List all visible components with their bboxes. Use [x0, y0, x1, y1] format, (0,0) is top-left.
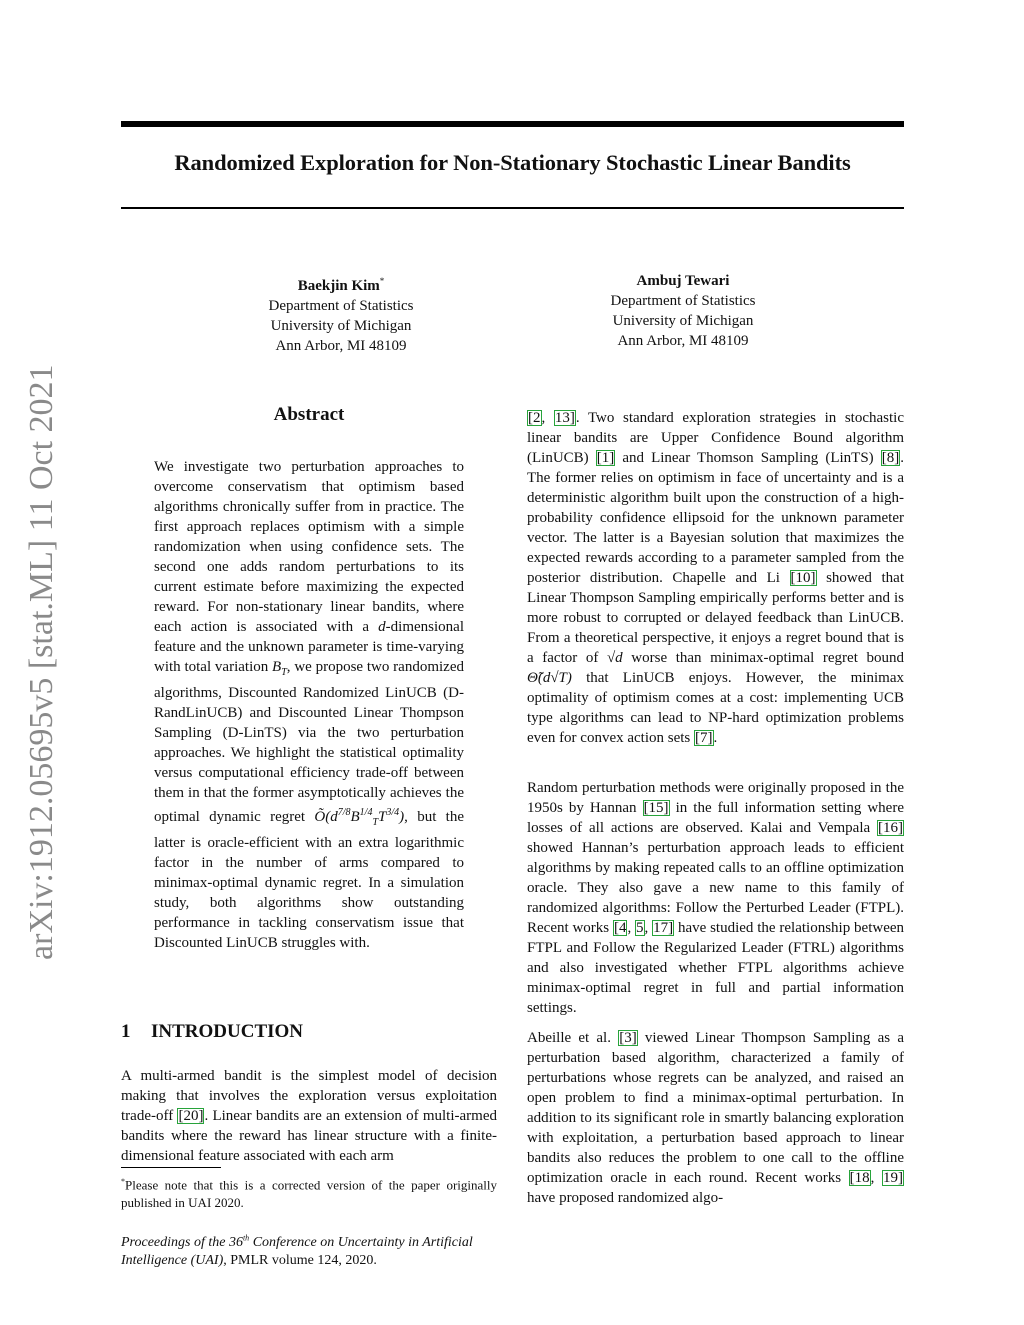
math-d: d: [378, 619, 386, 635]
footnote: *Please note that this is a corrected version of the paper originally published in UAI 2020.: [121, 1177, 497, 1211]
math-total-variation: $B_T$: [272, 659, 287, 678]
paper-title: Randomized Exploration for Non-Stationary Stochastic Linear Bandits: [174, 150, 851, 175]
citation-link[interactable]: [2: [528, 410, 541, 426]
math-sqrt-d: √d: [606, 650, 623, 666]
author-address: Ann Arbor, MI 48109: [617, 333, 749, 349]
footnote-rule: [121, 1167, 221, 1168]
citation-link[interactable]: 13]: [554, 410, 575, 426]
citation-link[interactable]: [3]: [619, 1030, 637, 1046]
arxiv-identifier[interactable]: arXiv:1912.05695v5 [stat.ML] 11 Oct 2021: [23, 364, 60, 960]
title-bottom-rule: [121, 207, 904, 209]
author-block-1: [191, 271, 491, 356]
citation-link[interactable]: [20]: [178, 1108, 204, 1124]
author-address: Ann Arbor, MI 48109: [275, 338, 407, 354]
title-top-rule: [121, 121, 904, 127]
abstract-heading: Abstract: [273, 404, 345, 425]
author-university: University of Michigan: [612, 313, 754, 329]
author-name: Baekjin Kim*: [297, 276, 385, 294]
proceedings-note: Proceedings of the 36th Conference on Uncertainty in Artificial Intelligence (UAI), PMLR volume 124, 2020.: [121, 1233, 473, 1268]
math-theta-bound: Θ̃(d√T): [527, 670, 572, 686]
citation-link[interactable]: [7]: [695, 730, 713, 746]
author-department: Department of Statistics: [268, 298, 414, 314]
intro-paragraph: A multi-armed bandit is the simplest model of decision making that involves the exploration versus exploitation trade-off [20]. Linear bandits are an extension of multi-armed bandits where the reward has linear structure with a finite-dimensional feature associated with each arm: [121, 1068, 497, 1164]
citation-link[interactable]: [18: [849, 1170, 870, 1186]
section-heading-introduction: 1 INTRODUCTION: [121, 1021, 304, 1042]
right-column-paragraph-3: Abeille et al. [3] viewed Linear Thompson Sampling as a perturbation based algorithm, characterized a family of perturbations whose regrets can be analyzed, and raised an open problem to find a minimax-optimal perturbation. In addition to its significant role in smartly balancing exploration with exploitation, a perturbation based approach to linear bandits also reduces the problem to one call to the offline optimization oracle in each round. Recent works [18, 19] have proposed randomized algo-: [527, 1030, 904, 1206]
citation-link[interactable]: 17]: [653, 920, 674, 936]
citation-link[interactable]: [1]: [596, 450, 615, 466]
right-column-paragraph-2: Random perturbation methods were originally proposed in the 1950s by Hannan [15] in the full information setting where losses of all actions are observed. Kalai and Vempala [16] showed Hannan’s perturbation approach leads to efficient algorithms by making repeated calls to an offline optimization oracle. They also gave a new name to this family of randomized algorithms: Follow the Perturbed Leader (FTPL). Recent works [4, 5, 17] have studied the relationship between FTPL and Follow the Regularized Leader (FTRL) algorithms and also investigated whether FTPL algorithms achieve minimax-optimal regret in full and partial information settings.: [527, 780, 905, 1016]
citation-link[interactable]: 5: [636, 920, 644, 936]
citation-link[interactable]: [8]: [881, 450, 900, 466]
author-footnote-mark[interactable]: *: [379, 276, 385, 286]
author-name: Ambuj Tewari: [636, 273, 730, 289]
citation-link[interactable]: [4: [613, 920, 627, 936]
author-university: University of Michigan: [270, 318, 412, 334]
right-column-paragraph-1: [2, 13]. Two standard exploration strategies in stochastic linear bandits are Upper Confidence Bound algorithm (LinUCB) [1] and Linear Thomson Sampling (LinTS) [8]. The former relies on optimism in face of uncertainty and is a deterministic algorithm built upon the construction of a high-probability confidence ellipsoid for the unknown parameter vector. The latter is a Bayesian solution that maximizes the expected rewards according to a parameter sampled from the posterior distribution. Chapelle and Li [10] showed that Linear Thompson Sampling empirically performs better and is more robust to corrupted or delayed feedback than LinUCB. From a theoretical perspective, it enjoys a regret bound that is a factor of √d worse than minimax-optimal regret bound Θ̃(d√T) that LinUCB enjoys. However, the minimax optimality of optimism comes at a cost: implementing UCB type algorithms can lead to NP-hard optimization problems even for convex action sets [7].: [527, 410, 904, 746]
section-number: 1: [121, 1021, 131, 1042]
author-department: Department of Statistics: [610, 293, 756, 309]
citation-link[interactable]: [10]: [790, 570, 816, 586]
math-dynamic-regret: $Õ(d^{7/8}B^{1/4}_TT^{3/4})$: [314, 807, 405, 828]
citation-link[interactable]: 19]: [883, 1170, 903, 1186]
abstract-body: We investigate two perturbation approaches to overcome conservatism that optimism based algorithms chronically suffer from in practice. The first approach replaces optimism with a simple randomization when using confidence sets. The second one adds random perturbations to its current estimate before maximizing the expected reward. For non-stationary linear bandits, where each action is associated with a d-dimensional feature and the unknown parameter is time-varying with total variation $B_T$, we propose two randomized algorithms, Discounted Randomized LinUCB (D-RandLinUCB) and Discounted Linear Thompson Sampling (D-LinTS) via the two perturbation approaches. We highlight the statistical optimality versus computational efficiency trade-off between them in that the former asymptotically achieves the optimal dynamic regret $Õ(d^{7/8}B^{1/4}_TT^{3/4})$, but the latter is oracle-efficient with an extra logarithmic factor in the number of arms compared to minimax-optimal dynamic regret. In a simulation study, both algorithms show outstanding performance in tackling conservatism issue that Discounted LinUCB struggles with.: [154, 459, 465, 951]
citation-link[interactable]: [15]: [643, 800, 669, 816]
citation-link[interactable]: [16]: [878, 820, 903, 836]
author-block-2: [533, 271, 833, 351]
